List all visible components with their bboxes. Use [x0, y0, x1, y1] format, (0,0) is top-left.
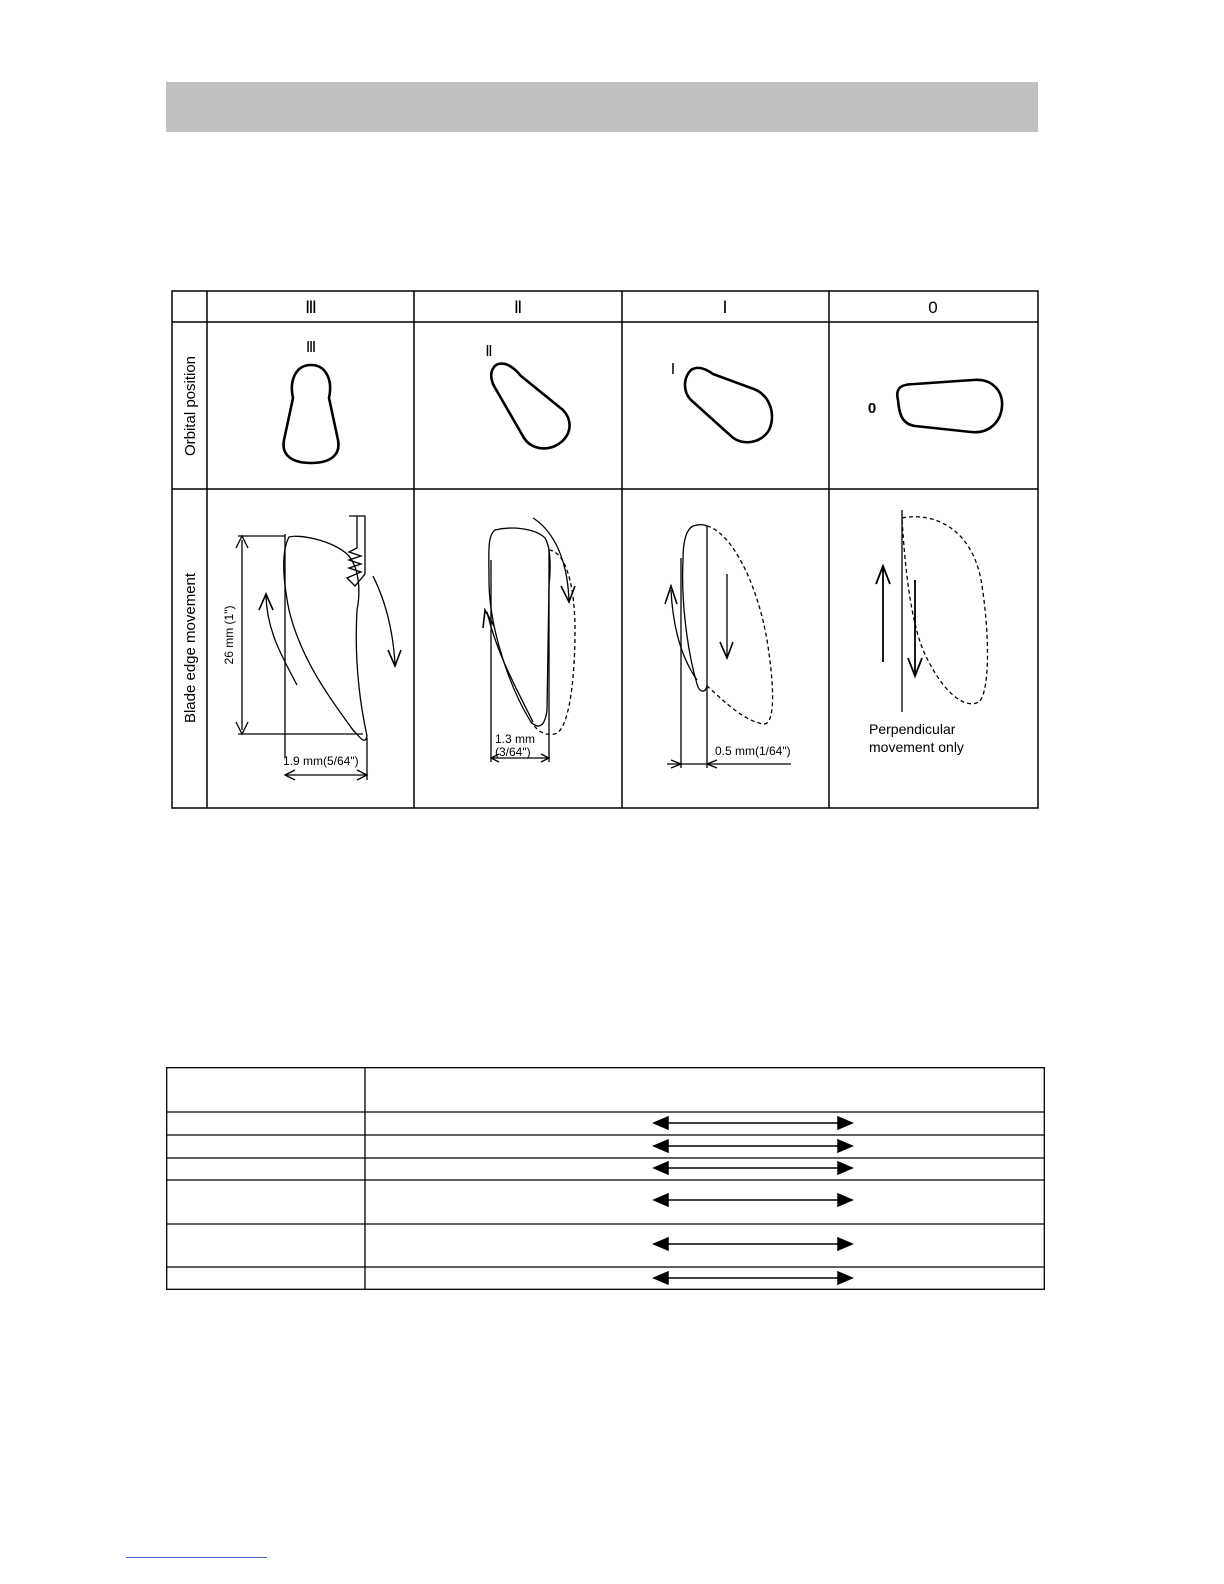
col-header-2: Ⅱ: [513, 298, 523, 317]
col-header-0: 0: [928, 298, 938, 317]
up-arrow-icon: [487, 612, 533, 722]
col-header-1: Ⅰ: [722, 298, 728, 317]
blade-path-1: [683, 525, 707, 692]
range-arrow-row-1: [654, 1117, 852, 1129]
range-arrow-row-3: [654, 1162, 852, 1174]
saw-teeth-icon: [347, 516, 365, 586]
range-arrow-row-2: [654, 1140, 852, 1152]
note-perpendicular-b: movement only: [869, 739, 964, 755]
down-arrow-icon: [373, 576, 395, 664]
setting-table-svg: [166, 1067, 1045, 1290]
orbit-shape-2: [491, 364, 569, 449]
orbit-shape-3: [284, 365, 339, 463]
up-arrow-icon: [266, 596, 297, 685]
orbit-shape-1: [685, 368, 772, 442]
orbit-marker-2: Ⅱ: [485, 343, 493, 360]
dim-label-stroke: 26 mm (1"): [222, 605, 236, 665]
range-arrow-row-5: [654, 1238, 852, 1250]
dim-label-width-3: 1.9 mm(5/64"): [283, 754, 359, 768]
note-perpendicular-a: Perpendicular: [869, 721, 956, 737]
range-arrow-row-4: [654, 1194, 852, 1206]
setting-table-grid: [166, 1067, 1045, 1290]
orbital-diagram-svg: [171, 290, 1039, 809]
dim-label-width-2b: (3/64"): [495, 745, 531, 759]
orbit-shape-0: [897, 380, 1002, 432]
orbit-marker-1: Ⅰ: [670, 361, 676, 378]
down-arrow-icon: [533, 518, 569, 600]
setting-table: [166, 1067, 1045, 1290]
section-header-bar: [166, 82, 1038, 132]
row-label-orbital: Orbital position: [182, 355, 199, 457]
dim-label-width-1: 0.5 mm(1/64"): [715, 744, 791, 758]
dashed-path-1: [707, 526, 773, 724]
footer-link-underline[interactable]: [126, 1557, 267, 1558]
orbital-diagram-table: [171, 290, 1039, 809]
row-label-blade: Blade edge movement: [182, 572, 199, 724]
orbit-marker-3: Ⅲ: [305, 339, 317, 356]
col-header-3: Ⅲ: [305, 298, 317, 317]
range-arrow-row-6: [654, 1272, 852, 1284]
dashed-path-2: [531, 550, 575, 734]
dim-label-width-2a: 1.3 mm: [495, 732, 536, 746]
orbit-marker-0: 0: [867, 400, 877, 417]
